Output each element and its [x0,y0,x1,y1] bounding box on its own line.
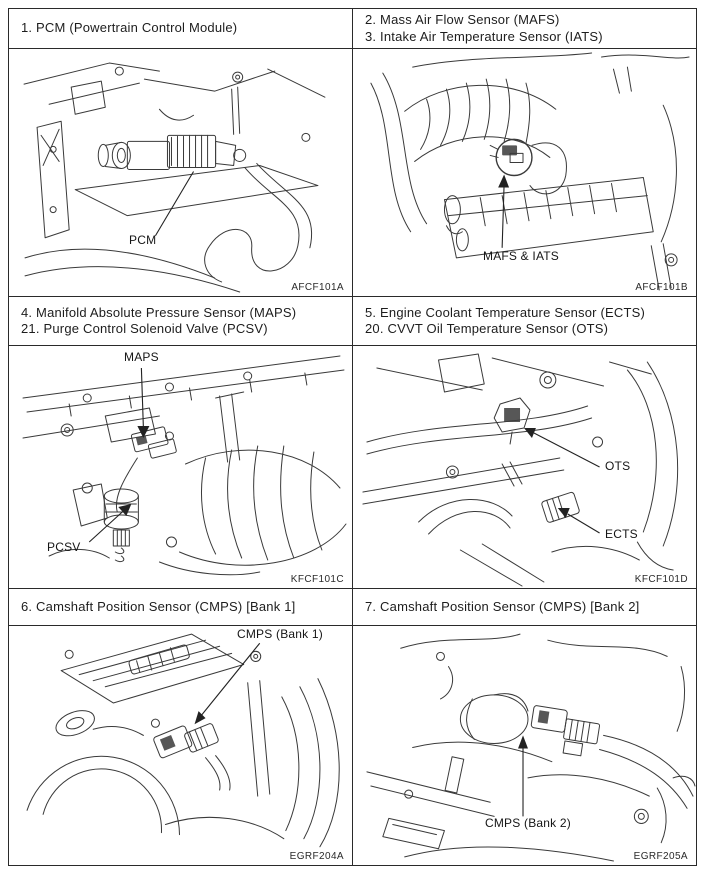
leader-line-pcm [155,171,193,235]
callout-label-ots: OTS [605,459,631,473]
figure-code-ects: KFCF101D [634,574,688,585]
callout-label-pcm: PCM [129,233,157,247]
panel-mafs-figure [353,49,696,296]
panel-ects-title [353,297,696,346]
panel-cmps1-title [9,589,352,626]
title-line: 2. Mass Air Flow Sensor (MAFS) [365,12,560,27]
title-line: 5. Engine Coolant Temperature Sensor (ECTS) [365,304,646,320]
title-line: 3. Intake Air Temperature Sensor (IATS) [365,28,603,44]
callout-label-cmps1: CMPS (Bank 1) [237,627,323,641]
panel-pcm-title [9,9,352,49]
panel-mafs-title [353,9,696,49]
figure-code-mafs: AFCF101B [635,282,688,293]
title-line: 21. Purge Control Solenoid Valve (PCSV) [21,321,268,336]
panel-ects-figure [353,346,696,588]
engine-illustration-cmps1 [9,626,352,865]
figure-code-pcm: AFCF101A [291,282,344,293]
figure-code-maps: KFCF101C [290,574,344,585]
title-line: 20. CVVT Oil Temperature Sensor (OTS) [365,321,609,336]
panel-pcm-figure [9,49,352,296]
panel-maps-title [9,297,352,346]
leader-arrow-ots [524,428,600,467]
callout-label-cmps2: CMPS (Bank 2) [485,816,571,830]
panel-cmps-bank1 [9,589,353,865]
panel-cmps2-figure [353,626,696,865]
panel-pcm [9,9,353,297]
leader-arrow-maps [137,368,149,438]
leader-arrow-cmps2 [518,735,528,816]
title-line: 4. Manifold Absolute Pressure Sensor (MAPS) [21,304,297,320]
sensor-highlight-circle [496,139,532,175]
engine-illustration-pcm [9,49,352,296]
engine-illustration-ects [353,346,696,588]
component-location-grid [8,8,697,866]
panel-mafs-iats [353,9,696,297]
panel-ects-ots [353,297,696,589]
panel-cmps2-title [353,589,696,626]
panel-maps-pcsv [9,297,353,589]
title-line: 1. PCM (Powertrain Control Module) [21,20,238,36]
figure-code-cmps2: EGRF205A [633,851,688,862]
figure-code-cmps1: EGRF204A [289,851,344,862]
panel-cmps-bank2 [353,589,696,865]
callout-label-maps: MAPS [124,350,159,364]
callout-label-mafs-iats: MAFS & IATS [483,249,559,263]
callout-label-ects: ECTS [605,527,638,541]
title-line: 7. Camshaft Position Sensor (CMPS) [Bank 2] [365,598,640,614]
panel-cmps1-figure [9,626,352,865]
panel-maps-figure [9,346,352,588]
callout-label-pcsv: PCSV [47,540,81,554]
leader-arrow-mafs [498,175,509,248]
title-line: 6. Camshaft Position Sensor (CMPS) [Bank 1] [21,598,296,614]
